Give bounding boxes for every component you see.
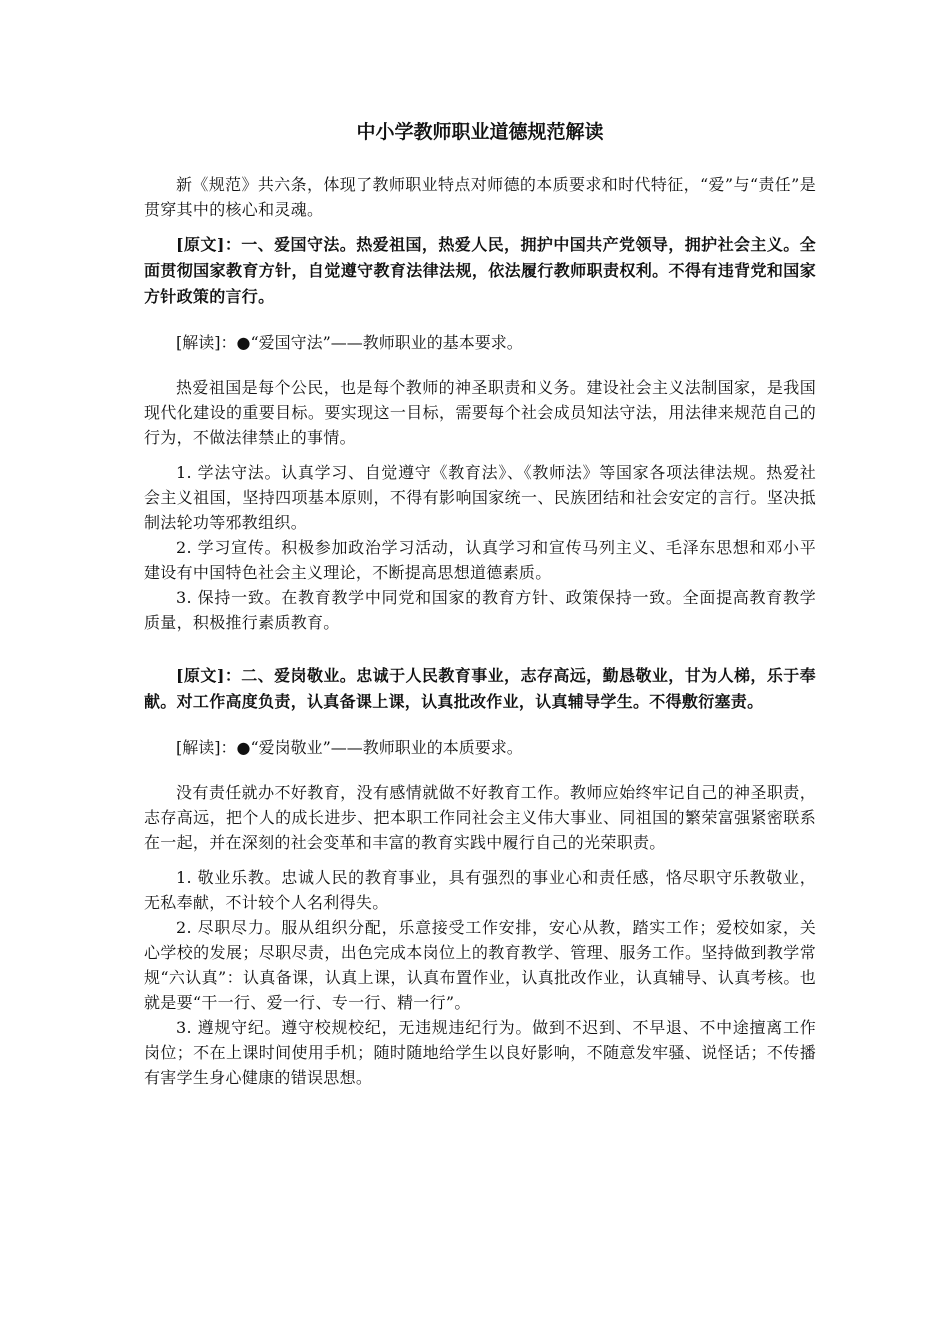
spacer [144, 855, 816, 865]
spacer [144, 715, 816, 735]
spacer [144, 355, 816, 375]
section-2-item-2: 2. 尽职尽力。服从组织分配，乐意接受工作安排，安心从教，踏实工作；爱校如家，关心学校的发展；尽职尽责，出色完成本岗位上的教育教学、管理、服务工作。坚持做到教学常规“六认真”：认真备课，认真上课，认真布置作业，认真批改作业，认真辅导、认真考核。也就是要“干一行、爱一行、专一行、精一行”。 [144, 918, 816, 1012]
section-1-item-1: 1. 学法守法。认真学习、自觉遵守《教育法》、《教师法》等国家各项法律法规。热爱社会主义祖国，坚持四项基本原则，不得有影响国家统一、民族团结和社会安定的言行。坚决抵制法轮功等邪教组织。 [144, 463, 816, 532]
spacer [144, 760, 816, 780]
section-2-original-text: [原文]：二、爱岗敬业。忠诚于人民教育事业，志存高远，勤恳敬业，甘为人梯，乐于奉献。对工作高度负责，认真备课上课，认真批改作业，认真辅导学生。不得敷衍塞责。 [144, 666, 816, 711]
spacer [144, 222, 816, 232]
section-2-item-1: 1. 敬业乐教。忠诚人民的教育事业，具有强烈的事业心和责任感，恪尽职守乐教敬业，无私奉献，不计较个人名利得失。 [144, 868, 816, 912]
section-1-interpretation-heading: [解读]：●“爱国守法”——教师职业的基本要求。 [176, 333, 523, 352]
document-page [144, 118, 816, 1090]
section-1-item-2: 2. 学习宣传。积极参加政治学习活动，认真学习和宣传马列主义、毛泽东思想和邓小平建设有中国特色社会主义理论，不断提高思想道德素质。 [144, 538, 816, 582]
section-2-item-3: 3. 遵规守纪。遵守校规校纪，无违规违纪行为。做到不迟到、不早退、不中途擅离工作岗位；不在上课时间使用手机；随时随地给学生以良好影响，不随意发牢骚、说怪话；不传播有害学生身心健康的错误思想。 [144, 1018, 816, 1087]
spacer [144, 310, 816, 330]
section-1-original-text: [原文]：一、爱国守法。热爱祖国，热爱人民，拥护中国共产党领导，拥护社会主义。全面贯彻国家教育方针，自觉遵守教育法律法规，依法履行教师职责权利。不得有违背党和国家方针政策的言行。 [144, 235, 816, 306]
spacer [144, 635, 816, 663]
spacer [144, 450, 816, 460]
intro-paragraph: 新《规范》共六条，体现了教师职业特点对师德的本质要求和时代特征，“爱”与“责任”是贯穿其中的核心和灵魂。 [144, 175, 816, 219]
section-1-item-3: 3. 保持一致。在教育教学中同党和国家的教育方针、政策保持一致。全面提高教育教学质量，积极推行素质教育。 [144, 588, 816, 632]
section-2-interpretation-heading: [解读]：●“爱岗敬业”——教师职业的本质要求。 [176, 738, 523, 757]
section-1-body-paragraph: 热爱祖国是每个公民，也是每个教师的神圣职责和义务。建设社会主义法制国家，是我国现代化建设的重要目标。要实现这一目标，需要每个社会成员知法守法，用法律来规范自己的行为，不做法律禁止的事情。 [144, 378, 816, 447]
section-2-body-paragraph: 没有责任就办不好教育，没有感情就做不好教育工作。教师应始终牢记自己的神圣职责，志存高远，把个人的成长进步、把本职工作同社会主义伟大事业、同祖国的繁荣富强紧密联系在一起，并在深刻的社会变革和丰富的教育实践中履行自己的光荣职责。 [144, 783, 816, 852]
page-title: 中小学教师职业道德规范解读 [356, 121, 604, 143]
